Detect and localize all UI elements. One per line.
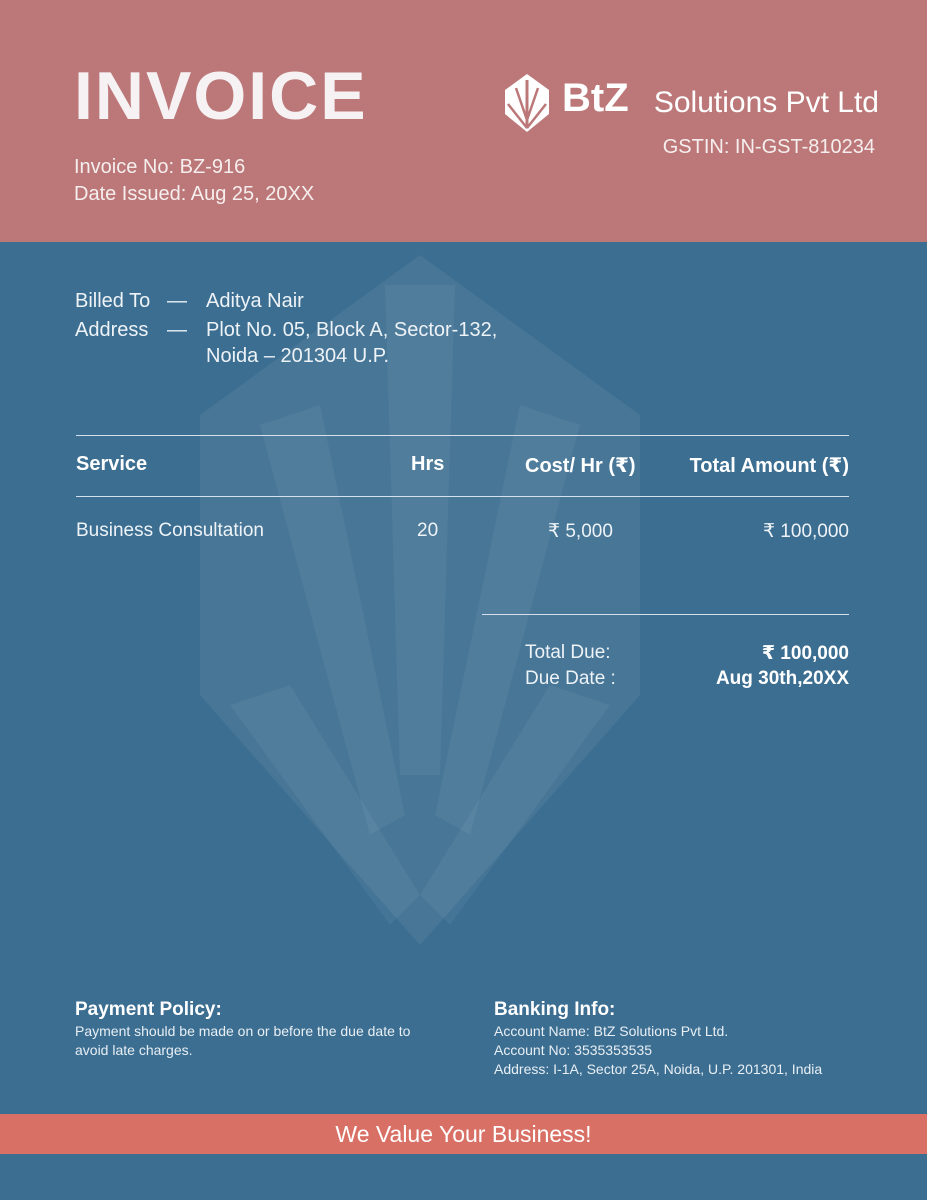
- account-number: Account No: 3535353535: [494, 1042, 653, 1058]
- total-due-label: Total Due:: [525, 642, 611, 663]
- address-dash: —: [167, 319, 187, 341]
- payment-policy-line-1: Payment should be made on or before the due date to: [75, 1023, 411, 1039]
- date-issued: Date Issued: Aug 25, 20XX: [74, 183, 315, 205]
- company-name: Solutions Pvt Ltd: [653, 86, 879, 119]
- banking-info-title: Banking Info:: [494, 999, 616, 1020]
- invoice-number: Invoice No: BZ-916: [74, 156, 246, 178]
- totals-rule: [482, 614, 849, 615]
- billed-to-label: Billed To: [75, 290, 151, 312]
- address-line-2: Noida – 201304 U.P.: [206, 345, 390, 367]
- header-hrs: Hrs: [411, 453, 445, 475]
- invoice-title: INVOICE: [74, 58, 368, 134]
- address-label: Address: [75, 319, 149, 341]
- lotus-logo-icon: [500, 70, 554, 136]
- gstin-number: GSTIN: IN-GST-810234: [662, 136, 875, 158]
- header-service: Service: [76, 453, 148, 475]
- cell-total: ₹ 100,000: [762, 521, 849, 542]
- table-top-rule: [76, 435, 849, 436]
- cell-hrs: 20: [417, 520, 439, 541]
- payment-policy-line-2: avoid late charges.: [75, 1042, 193, 1058]
- due-date-label: Due Date :: [525, 668, 616, 689]
- total-due-value: ₹ 100,000: [761, 643, 849, 664]
- brand-name: BtZ: [562, 76, 629, 120]
- thank-you-banner: [0, 1114, 927, 1154]
- address-line-1: Plot No. 05, Block A, Sector-132,: [206, 319, 498, 341]
- payment-policy-title: Payment Policy:: [75, 999, 222, 1020]
- client-name: Aditya Nair: [206, 290, 304, 312]
- bank-address: Address: I-1A, Sector 25A, Noida, U.P. 201301, India: [494, 1061, 823, 1077]
- header-cost: Cost/ Hr (₹): [525, 455, 636, 477]
- cell-service: Business Consultation: [76, 520, 264, 541]
- cell-cost: ₹ 5,000: [548, 521, 613, 542]
- header-total: Total Amount (₹): [689, 455, 849, 477]
- billed-to-dash: —: [167, 290, 187, 312]
- due-date-value: Aug 30th,20XX: [715, 668, 849, 689]
- banner-text: We Value Your Business!: [335, 1120, 592, 1147]
- account-name: Account Name: BtZ Solutions Pvt Ltd.: [494, 1023, 729, 1039]
- table-header-rule: [76, 496, 849, 497]
